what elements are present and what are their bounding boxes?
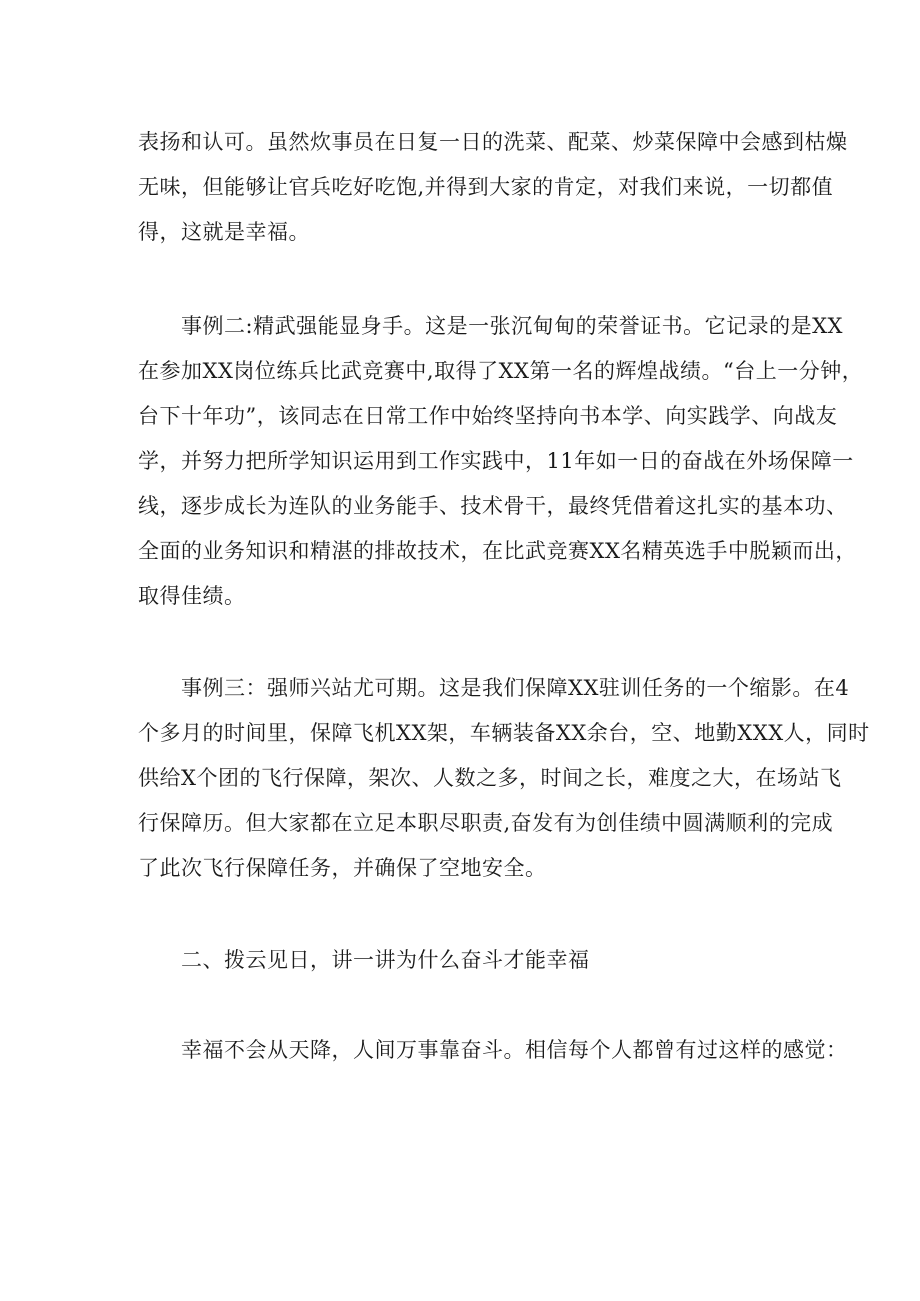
text-line: 事例三：强师兴站尤可期。这是我们保障XX驻训任务的一个缩影。在4 — [181, 676, 850, 700]
paragraph-example-three — [138, 666, 870, 891]
text-line: 行保障历。但大家都在立足本职尽职责,奋发有为创佳绩中圆满顺利的完成 — [138, 811, 834, 835]
text-line: 学，并努力把所学知识运用到工作实践中，11年如一日的奋战在外场保障一 — [138, 449, 854, 473]
text-line: 供给X个团的飞行保障，架次、人数之多，时间之长，难度之大，在场站飞 — [138, 766, 842, 790]
paragraph-continuation — [138, 120, 848, 255]
paragraph-happiness — [138, 1028, 848, 1073]
paragraph-example-two — [138, 304, 864, 619]
text-line: 在参加XX岗位练兵比武竞赛中,取得了XX第一名的辉煌战绩。“台上一分钟， — [138, 359, 864, 383]
text-line: 表扬和认可。虽然炊事员在日复一日的洗菜、配菜、炒菜保障中会感到枯燥 — [138, 130, 848, 154]
text-line: 得，这就是幸福。 — [138, 220, 310, 244]
text-line: 个多月的时间里，保障飞机XX架，车辆装备XX余台，空、地勤XXX人，同时 — [138, 721, 870, 745]
section-heading — [138, 938, 798, 983]
text-line: 了此次飞行保障任务，并确保了空地安全。 — [138, 856, 547, 880]
text-line: 全面的业务知识和精湛的排故技术，在比武竞赛XX名精英选手中脱颖而出， — [138, 539, 857, 563]
text-line: 无味，但能够让官兵吃好吃饱,并得到大家的肯定，对我们来说，一切都值 — [138, 175, 834, 199]
text-line: 幸福不会从天降，人间万事靠奋斗。相信每个人都曾有过这样的感觉： — [181, 1038, 848, 1062]
text-line: 台下十年功”，该同志在日常工作中始终坚持向书本学、向实践学、向战友 — [138, 404, 838, 428]
heading-text: 二、拨云见日，讲一讲为什么奋斗才能幸福 — [181, 948, 590, 972]
text-line: 线，逐步成长为连队的业务能手、技术骨干，最终凭借着这扎实的基本功、 — [138, 494, 848, 518]
text-line: 取得佳绩。 — [138, 584, 246, 608]
text-line: 事例二:精武强能显身手。这是一张沉甸甸的荣誉证书。它记录的是XX — [181, 314, 843, 338]
